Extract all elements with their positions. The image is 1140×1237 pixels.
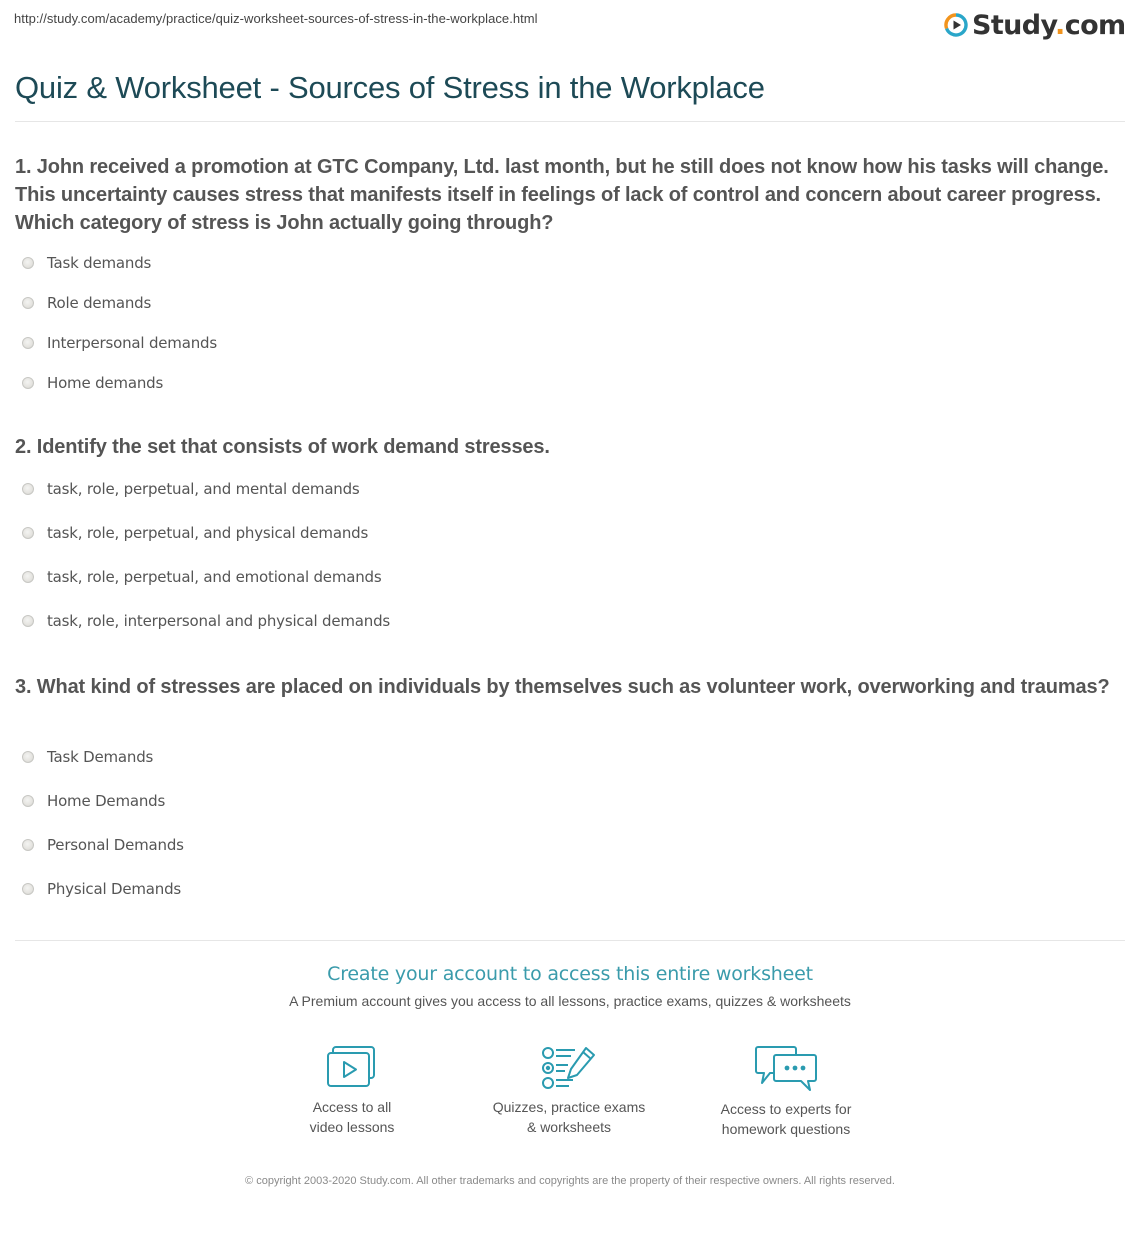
answer-option[interactable]: Physical Demands — [22, 880, 181, 898]
question-1: 1. John received a promotion at GTC Company, Ltd. last month, but he still does not know how his tasks will change. This uncertainty causes stress that manifests itself in feelings of lack of control and concern about career progress. Which category of stress is John actually going through? — [15, 156, 1109, 234]
logo-wordmark: Study.com — [972, 9, 1126, 41]
radio-button[interactable] — [22, 527, 34, 539]
radio-button[interactable] — [22, 483, 34, 495]
answer-option[interactable]: Task Demands — [22, 748, 153, 766]
video-lessons-icon — [326, 1045, 378, 1089]
quiz-checklist-icon — [541, 1045, 597, 1089]
answer-option[interactable]: Interpersonal demands — [22, 334, 217, 352]
radio-button[interactable] — [22, 571, 34, 583]
question-2: 2. Identify the set that consists of work demand stresses. — [15, 436, 550, 458]
page-url: http://study.com/academy/practice/quiz-worksheet-sources-of-stress-in-the-workplace.html — [14, 11, 538, 26]
answer-option[interactable]: Home Demands — [22, 792, 165, 810]
chat-bubbles-icon — [754, 1045, 818, 1091]
create-account-link[interactable]: Create your account to access this entire worksheet — [327, 963, 813, 985]
answer-option[interactable]: Task demands — [22, 254, 151, 272]
radio-button[interactable] — [22, 377, 34, 389]
title-divider — [15, 121, 1125, 122]
cta-subtitle: A Premium account gives you access to all lessons, practice exams, quizzes & worksheets — [289, 993, 851, 1009]
study-com-logo[interactable] — [944, 8, 1126, 42]
section-divider — [15, 940, 1125, 941]
copyright-notice: © copyright 2003-2020 Study.com. All other trademarks and copyrights are the property of their respective owners. All rights reserved. — [245, 1175, 895, 1187]
radio-button[interactable] — [22, 615, 34, 627]
answer-option[interactable]: Role demands — [22, 294, 151, 312]
radio-button[interactable] — [22, 883, 34, 895]
answer-option[interactable]: task, role, perpetual, and mental demands — [22, 480, 360, 498]
answer-option[interactable]: task, role, perpetual, and physical demands — [22, 524, 368, 542]
radio-button[interactable] — [22, 257, 34, 269]
feature-quizzes: Quizzes, practice exams & worksheets — [469, 1045, 669, 1137]
radio-button[interactable] — [22, 795, 34, 807]
answer-option[interactable]: task, role, perpetual, and emotional demands — [22, 568, 381, 586]
answer-option[interactable]: Home demands — [22, 374, 163, 392]
radio-button[interactable] — [22, 751, 34, 763]
radio-button[interactable] — [22, 337, 34, 349]
page-title: Quiz & Worksheet - Sources of Stress in the Workplace — [15, 70, 765, 105]
radio-button[interactable] — [22, 839, 34, 851]
question-3: 3. What kind of stresses are placed on individuals by themselves such as volunteer work, overworking and traumas? — [15, 676, 1110, 698]
answer-option[interactable]: Personal Demands — [22, 836, 184, 854]
radio-button[interactable] — [22, 297, 34, 309]
feature-video-lessons: Access to all video lessons — [252, 1045, 452, 1137]
answer-option[interactable]: task, role, interpersonal and physical demands — [22, 612, 390, 630]
feature-experts: Access to experts for homework questions — [686, 1045, 886, 1139]
play-circle-icon — [944, 13, 968, 37]
